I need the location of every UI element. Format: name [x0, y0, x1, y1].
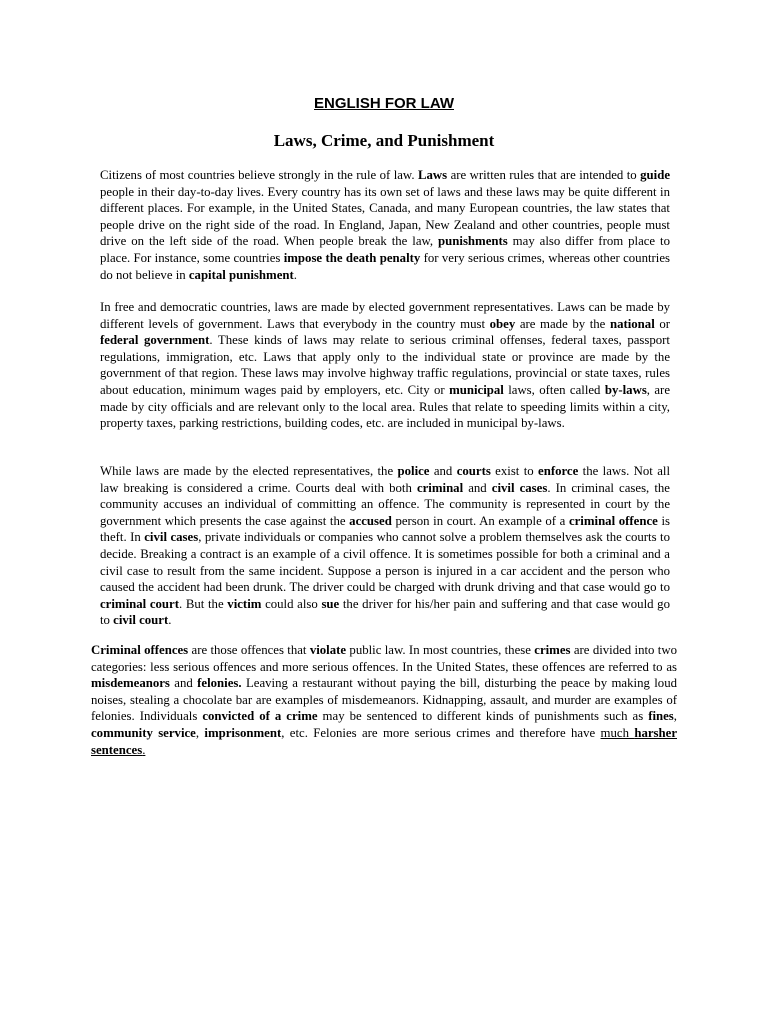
text-span: , are made by city officials and are relevant only to the local area. Rules that relate to speeding limits within a city, property taxes, parking restrictions, building codes, etc. are included in municipal by-laws.: [100, 382, 670, 431]
key-term: violate: [309, 643, 347, 657]
document-subtitle: Laws, Crime, and Punishment: [273, 131, 495, 150]
key-term: courts: [456, 464, 491, 478]
text-span: and: [169, 676, 198, 691]
text-span: While laws are made by the elected representatives, the: [100, 464, 398, 478]
key-term: crimes: [534, 643, 571, 657]
text-span: .: [168, 613, 172, 628]
key-term: impose the death penalty: [283, 250, 421, 265]
key-term: federal government: [100, 333, 210, 348]
text-span: person in court. An example of a: [391, 513, 569, 528]
text-span: .: [142, 742, 146, 757]
key-term: obey: [489, 316, 516, 331]
key-term: victim: [227, 596, 262, 611]
key-term: guide: [640, 168, 671, 182]
key-term: felonies.: [197, 676, 242, 691]
key-term: fines: [648, 709, 674, 724]
key-term: civil cases: [491, 480, 548, 495]
text-span: people in their day-to-day lives. Every country has its own set of laws and these laws may be quite different in different places. For example, in the United States, Canada, and many European countries, the law states that people drive on the right side of the road. In England, Japan, New Zealand and other countries, people must drive on the left side of the road. When people break the law,: [100, 184, 670, 249]
text-span: is theft. In: [100, 513, 670, 545]
key-term: criminal offence: [568, 513, 658, 528]
key-term: accused: [349, 513, 392, 528]
text-span: are made by the: [515, 316, 610, 331]
key-term: harsher sentences: [91, 725, 677, 757]
key-term: criminal: [416, 480, 464, 495]
text-span: .: [293, 267, 297, 282]
key-term: police: [397, 464, 430, 478]
text-span: Citizens of most countries believe strongly in the rule of law.: [100, 168, 418, 182]
key-term: Criminal offences: [91, 643, 189, 657]
key-term: enforce: [538, 464, 579, 478]
text-span: . These kinds of laws may relate to serious criminal offenses, federal taxes, passport regulations, immigration, etc. Laws that apply only to the individual state or province are made by the government of that region. These laws may involve highway traffic regulations, provincial or state taxes, rules about education, minimum wages paid by employers, etc. City or: [100, 333, 670, 397]
key-term: civil court: [113, 613, 169, 628]
text-span: ,: [195, 725, 205, 740]
text-span: could also: [261, 596, 322, 611]
text-span: and: [429, 464, 457, 478]
text-span: ,: [673, 709, 677, 724]
text-span: are those offences that: [188, 643, 310, 657]
key-term: criminal court: [100, 596, 179, 611]
text-span: laws, often called: [503, 382, 605, 397]
key-term: civil cases: [144, 530, 199, 545]
key-term: national: [609, 316, 655, 331]
text-span: may also differ from place to place. For instance, some countries: [100, 234, 670, 265]
text-span: exist to: [490, 464, 539, 478]
text-span: Leaving a restaurant without paying the bill, disturbing the peace by making loud noises, stealing a chocolate bar are examples of misdemeanors. Kidnapping, assault, and murder are examples of felonies. Individuals: [91, 676, 677, 724]
key-term: by-laws: [604, 382, 647, 397]
key-term: sue: [321, 596, 340, 611]
key-term: misdemeanors: [91, 676, 170, 691]
key-term: imprisonment: [204, 725, 282, 740]
text-span: or: [654, 316, 671, 331]
document-title: ENGLISH FOR LAW: [314, 95, 454, 112]
text-span: much: [600, 725, 635, 740]
text-span: may be sentenced to different kinds of punishments such as: [317, 709, 649, 724]
text-span: . In criminal cases, the community accuses an individual of committing an offence. The community is represented in court by the government which presents the case against the: [100, 480, 670, 528]
text-span: , private individuals or companies who cannot solve a problem themselves ask the courts to decide. Breaking a contract is an example of a civil offence. It is sometimes possible for both a criminal and a civil case to result from the same incident. Suppose a person is injured in a car accident and the person who caused the accident had been drunk. The driver could be charged with drunk driving and that case would go to: [100, 530, 670, 595]
text-span: and: [463, 480, 492, 495]
key-term: Laws: [417, 168, 448, 182]
text-span: the driver for his/her pain and suffering and that case would go to: [100, 596, 670, 628]
key-term: punishments: [438, 234, 508, 249]
text-span: are divided into two categories: less serious offences and more serious offences. In the United States, these offences are referred to as: [91, 643, 677, 674]
text-span: , etc. Felonies are more serious crimes and therefore have: [281, 725, 601, 740]
text-span: . But the: [179, 596, 228, 611]
text-span: for very serious crimes, whereas other countries do not believe in: [100, 250, 671, 282]
paragraph-rule-of-law: [100, 167, 670, 283]
key-term: municipal: [449, 382, 504, 397]
key-term: community service: [91, 725, 196, 740]
paragraph-levels-of-government: [100, 299, 670, 432]
text-span: are written rules that are intended to: [447, 168, 641, 182]
text-span: In free and democratic countries, laws are made by elected government representatives. Laws can be made by different levels of government. Laws that everybody in the country must: [100, 300, 670, 331]
key-term: capital punishment: [188, 267, 294, 282]
paragraph-police-and-courts: [100, 463, 670, 629]
text-span: public law. In most countries, these: [346, 643, 535, 657]
text-span: the laws. Not all law breaking is considered a crime. Courts deal with both: [100, 464, 670, 495]
key-term: convicted of a crime: [202, 709, 318, 724]
paragraph-criminal-offences: [91, 642, 677, 758]
